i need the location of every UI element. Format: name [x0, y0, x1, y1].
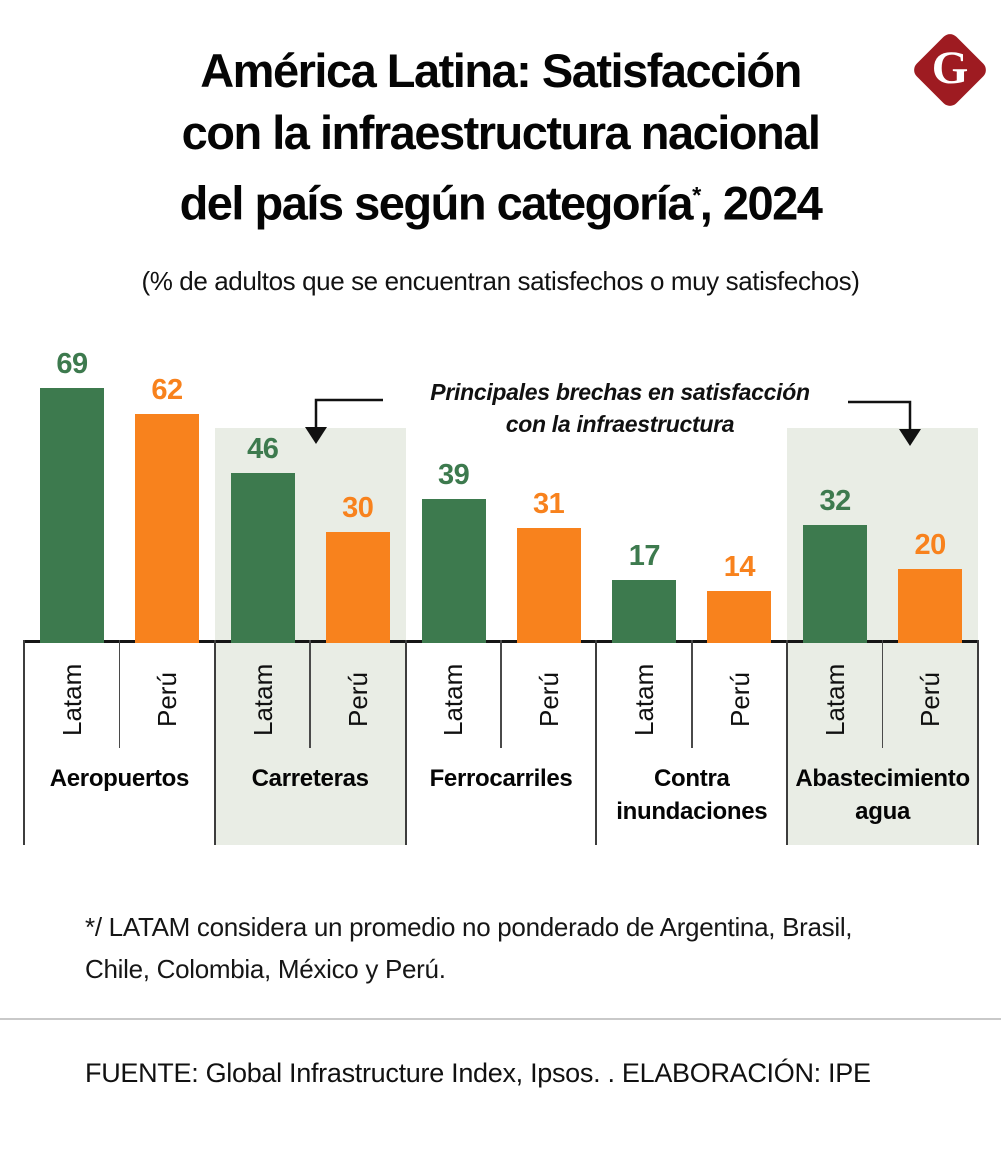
series-label-peru: Perú — [342, 672, 373, 728]
series-label-latam: Latam — [247, 663, 278, 737]
bar-value-label: 20 — [914, 529, 946, 561]
series-divider — [882, 640, 884, 748]
title-line-3: del país según categoría*, 2024 — [179, 176, 822, 230]
bar-peru-abastecimiento-agua — [898, 569, 962, 643]
annotation-line-1: Principales brechas en satisfacción — [430, 379, 810, 405]
logo-letter: G — [931, 42, 969, 94]
annotation-line-2: con la infraestructura — [505, 411, 735, 437]
bar-latam-ferrocarriles — [422, 499, 486, 643]
bar-peru-contra-inundaciones — [707, 591, 771, 643]
category-label-abastecimiento-agua: Abastecimiento agua — [795, 765, 970, 825]
chart-source: FUENTE: Global Infrastructure Index, Ipsos. . ELABORACIÓN: IPE — [85, 1058, 871, 1088]
series-divider — [309, 640, 311, 748]
series-label-peru: Perú — [915, 672, 946, 728]
chart-footnote: */ LATAM considera un promedio no ponderado de Argentina, Brasil, Chile, Colombia, México y Perú. — [85, 912, 853, 984]
category-label-carreteras: Carreteras — [251, 765, 369, 792]
bar-value-label: 17 — [628, 540, 661, 572]
bar-peru-ferrocarriles — [517, 528, 581, 643]
category-label-ferrocarriles: Ferrocarriles — [429, 765, 573, 792]
series-divider — [119, 640, 121, 748]
bar-value-label: 69 — [56, 348, 88, 380]
bar-value-label: 31 — [532, 488, 565, 520]
series-label-latam: Latam — [438, 663, 469, 737]
bar-latam-aeropuertos — [40, 388, 104, 643]
chart-subtitle: (% de adultos que se encuentran satisfechos o muy satisfechos) — [141, 266, 860, 296]
title-line-1: América Latina: Satisfacción — [200, 44, 801, 97]
category-divider — [214, 640, 216, 845]
series-label-peru: Perú — [533, 672, 564, 728]
series-label-latam: Latam — [56, 663, 87, 737]
series-divider — [500, 640, 502, 748]
bar-peru-carreteras — [326, 532, 390, 643]
bar-latam-abastecimiento-agua — [803, 525, 867, 643]
category-divider — [23, 640, 25, 845]
footer-divider — [0, 1018, 1001, 1020]
bar-value-label: 32 — [819, 485, 851, 517]
category-label-aeropuertos: Aeropuertos — [49, 765, 190, 792]
series-label-latam: Latam — [819, 663, 850, 737]
bar-value-label: 46 — [247, 433, 279, 465]
bar-peru-aeropuertos — [135, 414, 199, 643]
bar-latam-contra-inundaciones — [612, 580, 676, 643]
footnote-asterisk: * — [692, 182, 700, 208]
category-divider — [405, 640, 407, 845]
bar-value-label: 62 — [151, 374, 183, 406]
bar-value-label: 30 — [342, 492, 374, 524]
bar-value-label: 39 — [437, 459, 470, 491]
series-label-peru: Perú — [152, 672, 183, 728]
series-label-peru: Perú — [724, 672, 755, 728]
bar-value-label: 14 — [723, 551, 756, 583]
title-line-2: con la infraestructura nacional — [181, 106, 820, 159]
series-label-latam: Latam — [629, 663, 660, 737]
series-divider — [691, 640, 693, 748]
bar-latam-carreteras — [231, 473, 295, 643]
category-label-contra-inundaciones: Contra inundaciones — [616, 765, 768, 825]
